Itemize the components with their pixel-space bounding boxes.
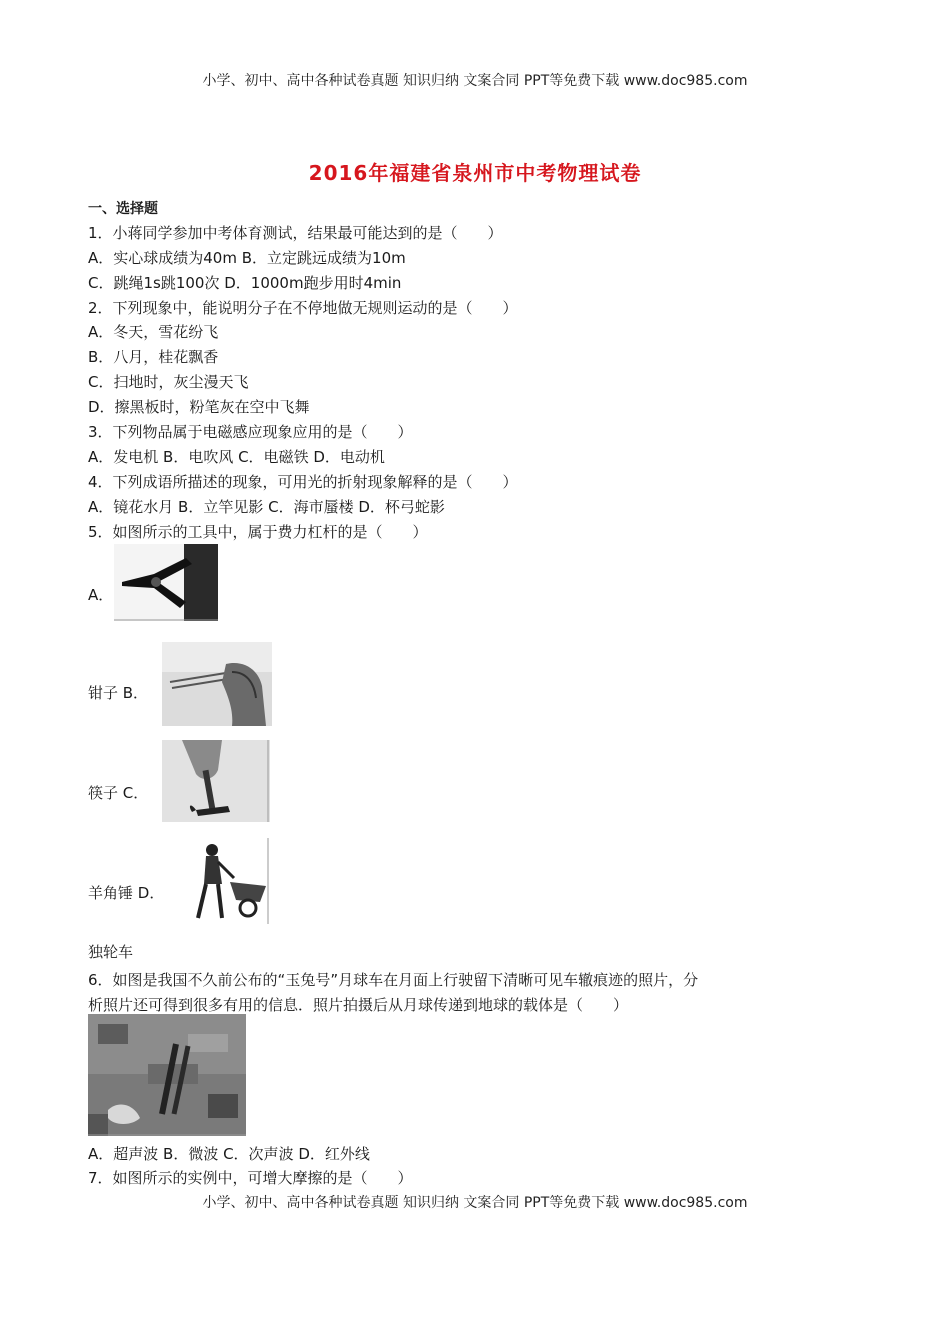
page-header: 小学、初中、高中各种试卷真题 知识归纳 文案合同 PPT等免费下载 www.doc985.com — [202, 73, 748, 89]
q6-stem-line2: 析照片还可得到很多有用的信息．照片拍摄后从月球传递到地球的载体是（ ） — [88, 996, 629, 1014]
q7-stem: 7．如图所示的实例中，可增大摩擦的是（ ） — [88, 1169, 413, 1187]
q5-option-d-caption: 独轮车 — [88, 943, 134, 961]
q3-stem: 3．下列物品属于电磁感应现象应用的是（ ） — [88, 423, 413, 441]
lunar-rover-photo — [88, 1014, 246, 1136]
wheelbarrow-image — [178, 838, 270, 924]
page-footer: 小学、初中、高中各种试卷真题 知识归纳 文案合同 PPT等免费下载 www.doc985.com — [202, 1195, 748, 1211]
q2-option-d: D．擦黑板时，粉笔灰在空中飞舞 — [88, 398, 310, 416]
q4-stem: 4．下列成语所描述的现象，可用光的折射现象解释的是（ ） — [88, 473, 518, 491]
q5-option-d-label: 羊角锤 D． — [88, 884, 165, 902]
q1-stem: 1．小蒋同学参加中考体育测试，结果最可能达到的是（ ） — [88, 224, 503, 242]
chopsticks-image — [162, 642, 272, 726]
pliers-image — [114, 544, 218, 621]
q5-option-c-label: 筷子 C． — [88, 784, 149, 802]
q6-options: A．超声波 B．微波 C．次声波 D．红外线 — [88, 1145, 370, 1163]
q1-options-cd: C．跳绳1s跳100次 D．1000m跑步用时4min — [88, 274, 402, 292]
q2-stem: 2．下列现象中，能说明分子在不停地做无规则运动的是（ ） — [88, 299, 518, 317]
q2-option-b: B．八月，桂花飘香 — [88, 348, 219, 366]
hammer-image — [162, 740, 270, 822]
q5-stem: 5．如图所示的工具中，属于费力杠杆的是（ ） — [88, 523, 428, 541]
q4-options: A．镜花水月 B．立竿见影 C．海市蜃楼 D．杯弓蛇影 — [88, 498, 445, 516]
q3-options: A．发电机 B．电吹风 C．电磁铁 D．电动机 — [88, 448, 385, 466]
page-title: 2016年福建省泉州市中考物理试卷 — [308, 161, 642, 185]
q2-option-c: C．扫地时，灰尘漫天飞 — [88, 373, 249, 391]
q1-options-ab: A．实心球成绩为40m B．立定跳远成绩为10m — [88, 249, 406, 267]
q5-option-a-label: A． — [88, 586, 114, 604]
q2-option-a: A．冬天，雪花纷飞 — [88, 323, 219, 341]
section-heading: 一、选择题 — [88, 201, 158, 217]
q6-stem-line1: 6．如图是我国不久前公布的“玉兔号”月球车在月面上行驶留下清晰可见车辙痕迹的照片，分 — [88, 971, 699, 989]
q5-option-b-label: 钳子 B． — [88, 684, 149, 702]
